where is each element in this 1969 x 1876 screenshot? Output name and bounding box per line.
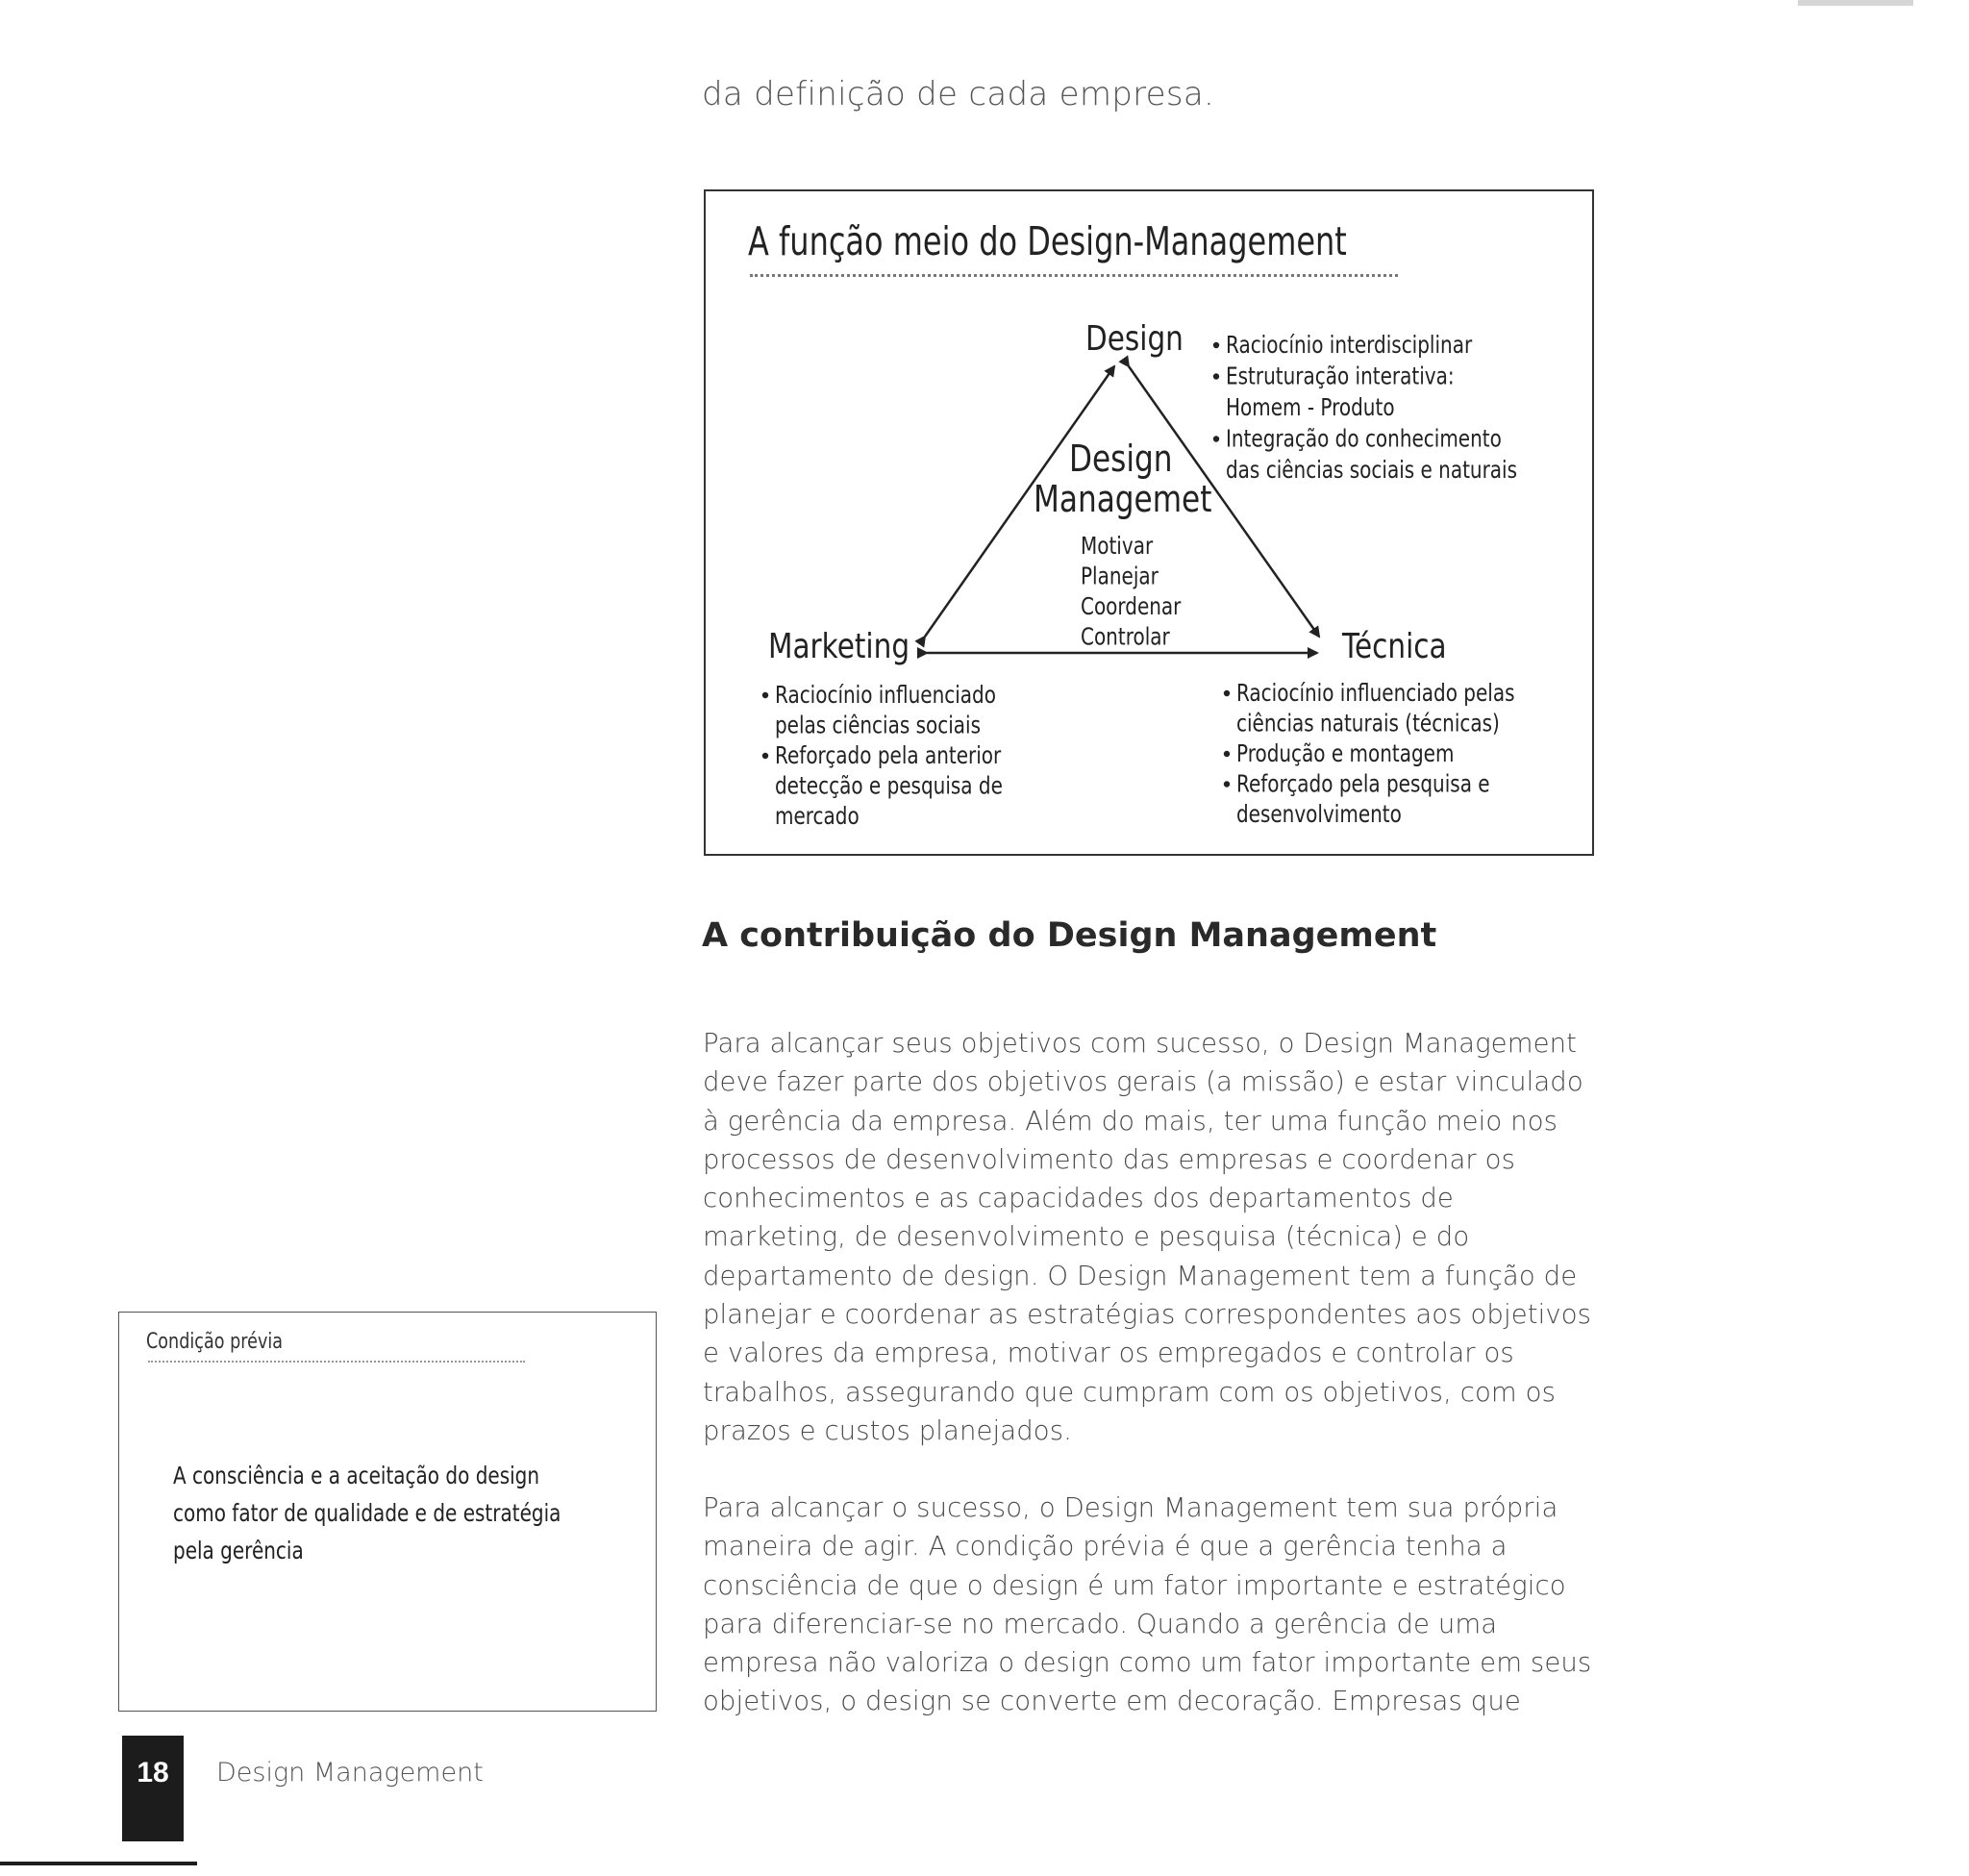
tecnica-bullet-list [1224, 680, 1515, 829]
body-paragraph-2: Para alcançar o sucesso, o Design Management tem sua própria maneira de agir. A condição prévia é que a gerência tenha a consciência de que o design é um fator importante e estratégico para diferenciar-se no mercado. Quando a gerência de uma empresa não valoriza o design como um fator importante em seus objetivos, o design se converte em decoração. Empresas que [703, 1492, 1592, 1717]
figure-design-management-triangle [704, 189, 1594, 856]
bullet-dot [1224, 690, 1230, 696]
center-item-list [1081, 533, 1182, 651]
center-item-3: Controlar [1081, 623, 1170, 652]
bullet-dot [1213, 436, 1219, 441]
marketing-bullet-1-line-0: Reforçado pela anterior [775, 741, 1002, 770]
marketing-bullet-list [762, 682, 1003, 831]
running-title: Design Management [216, 1758, 484, 1788]
tecnica-bullet-0-line-1: ciências naturais (técnicas) [1236, 710, 1500, 738]
design-bullet-0-line-0: Raciocínio interdisciplinar [1226, 331, 1473, 360]
center-item-2: Coordenar [1081, 592, 1182, 621]
center-title-line2: Managemet [1034, 479, 1212, 521]
bullet-dot [1224, 751, 1230, 757]
node-design-label: Design [1085, 317, 1184, 359]
bullet-dot [1213, 373, 1219, 379]
page-number: 18 [137, 1757, 169, 1788]
footer-rule [0, 1862, 197, 1865]
design-bullet-2-line-0: Integração do conhecimento [1226, 425, 1502, 454]
center-item-0: Motivar [1081, 532, 1154, 561]
center-item-1: Planejar [1081, 563, 1159, 591]
bullet-dot [762, 692, 768, 698]
figure-title: A função meio do Design-Management [748, 218, 1347, 264]
tecnica-bullet-2-line-1: desenvolvimento [1236, 800, 1402, 829]
design-bullet-list [1213, 332, 1517, 485]
section-heading: A contribuição do Design Management [702, 916, 1437, 955]
top-text: da definição de cada empresa. [702, 75, 1215, 113]
tecnica-bullet-2-line-0: Reforçado pela pesquisa e [1236, 770, 1490, 799]
tecnica-bullet-1-line-0: Produção e montagem [1236, 739, 1455, 768]
triangle-diagram [706, 191, 1596, 858]
node-tecnica-label: Técnica [1342, 625, 1447, 666]
sidebar-text: A consciência e a aceitação do design como fator de qualidade e de estratégia pela gerência [173, 1462, 561, 1564]
design-bullet-1-line-1: Homem - Produto [1226, 393, 1395, 422]
marketing-bullet-1-line-1: detecção e pesquisa de [775, 772, 1003, 801]
sidebar-dotted-rule [148, 1361, 525, 1363]
page-number-tab [122, 1736, 184, 1841]
node-marketing-label: Marketing [768, 625, 910, 666]
design-bullet-1-line-0: Estruturação interativa: [1226, 363, 1455, 391]
design-bullet-2-line-1: das ciências sociais e naturais [1226, 456, 1518, 485]
marketing-bullet-1-line-2: mercado [775, 802, 860, 831]
bullet-dot [762, 753, 768, 759]
tecnica-bullet-0-line-0: Raciocínio influenciado pelas [1236, 679, 1515, 708]
bullet-dot [1224, 781, 1230, 787]
sidebar-box [118, 1312, 657, 1712]
center-title-line1: Design [1069, 438, 1173, 481]
marketing-bullet-0-line-1: pelas ciências sociais [775, 712, 982, 740]
bullet-dot [1213, 342, 1219, 348]
sidebar-title: Condição prévia [146, 1330, 284, 1354]
marketing-bullet-0-line-0: Raciocínio influenciado [775, 681, 996, 710]
body-paragraph-1: Para alcançar seus objetivos com sucesso, o Design Management deve fazer parte dos objetivos gerais (a missão) e estar vinculado à gerência da empresa. Além do mais, ter uma função meio nos processos de desenvolvimento das empresas e coordenar os conhecimentos e as capacidades dos departamentos de marketing, de desenvolvimento e pesquisa (técnica) e do departamento de design. O Design Management tem a função de planejar e coordenar as estratégias correspondentes aos objetivos e valores da empresa, motivar os empregados e controlar os trabalhos, assegurando que cumpram com os objetivos, com os prazos e custos planejados. [703, 1028, 1592, 1446]
scan-corner-mark [1798, 0, 1913, 6]
